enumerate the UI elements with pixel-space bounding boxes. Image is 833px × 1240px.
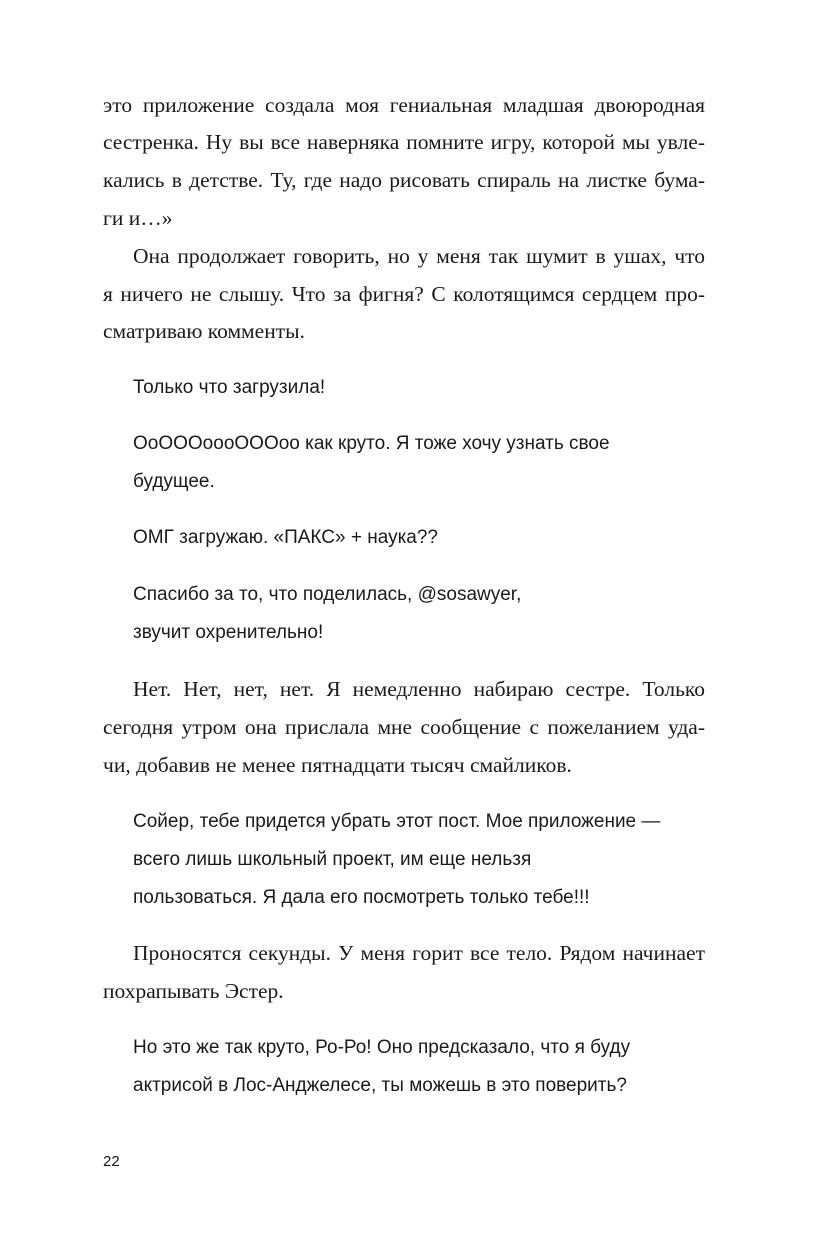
paragraph-2-line-3: сматриваю комменты. bbox=[103, 319, 305, 343]
paragraph-3-line-2: сегодня утром она прислала мне сообщение с пожеланием уда- bbox=[103, 715, 705, 739]
paragraph-1-line-1: это приложение создала моя гениальная младшая двоюродная bbox=[103, 93, 705, 117]
message-1-line-1: Сойер, тебе придется убрать этот пост. Мое приложение — bbox=[133, 811, 661, 832]
comment-1-line-1: Только что загрузила! bbox=[133, 377, 326, 398]
paragraph-4-line-2: похрапывать Эстер. bbox=[103, 979, 284, 1003]
paragraph-2-line-1: Она продолжает говорить, но у меня так шумит в ушах, что bbox=[133, 244, 705, 268]
paragraph-1-line-3: кались в детстве. Ту, где надо рисовать спираль на листке бума- bbox=[103, 168, 705, 192]
comment-2-line-2: будущее. bbox=[133, 471, 215, 492]
paragraph-3-line-3: чи, добавив не менее пятнадцати тысяч смайликов. bbox=[103, 753, 572, 777]
paragraph-4-line-1: Проносятся секунды. У меня горит все тело. Рядом начинает bbox=[133, 941, 705, 965]
message-1-line-3: пользоваться. Я дала его посмотреть только тебе!!! bbox=[133, 887, 590, 908]
paragraph-1-line-4: ги и…» bbox=[103, 206, 173, 230]
paragraph-2-line-2: я ничего не слышу. Что за фигня? С колотящимся сердцем про- bbox=[103, 282, 705, 306]
page-number: 22 bbox=[103, 1153, 120, 1170]
paragraph-3-line-1: Нет. Нет, нет, нет. Я немедленно набираю сестре. Только bbox=[133, 677, 705, 701]
comment-3-line-1: ОМГ загружаю. «ПАКС» + наука?? bbox=[133, 527, 439, 548]
comment-4-line-2: звучит охренительно! bbox=[133, 622, 324, 643]
message-1-line-2: всего лишь школьный проект, им еще нельзя bbox=[133, 849, 532, 870]
message-2-line-1: Но это же так круто, Ро-Ро! Оно предсказало, что я буду bbox=[133, 1037, 631, 1058]
message-2-line-2: актрисой в Лос-Анджелесе, ты можешь в это поверить? bbox=[133, 1075, 627, 1096]
comment-4-line-1: Спасибо за то, что поделилась, @sosawyer, bbox=[133, 584, 522, 605]
paragraph-1-line-2: сестренка. Ну вы все наверняка помните игру, которой мы увле- bbox=[103, 130, 705, 154]
comment-2-line-1: ОоОООоооОООоо как круто. Я тоже хочу узнать свое bbox=[133, 433, 610, 454]
